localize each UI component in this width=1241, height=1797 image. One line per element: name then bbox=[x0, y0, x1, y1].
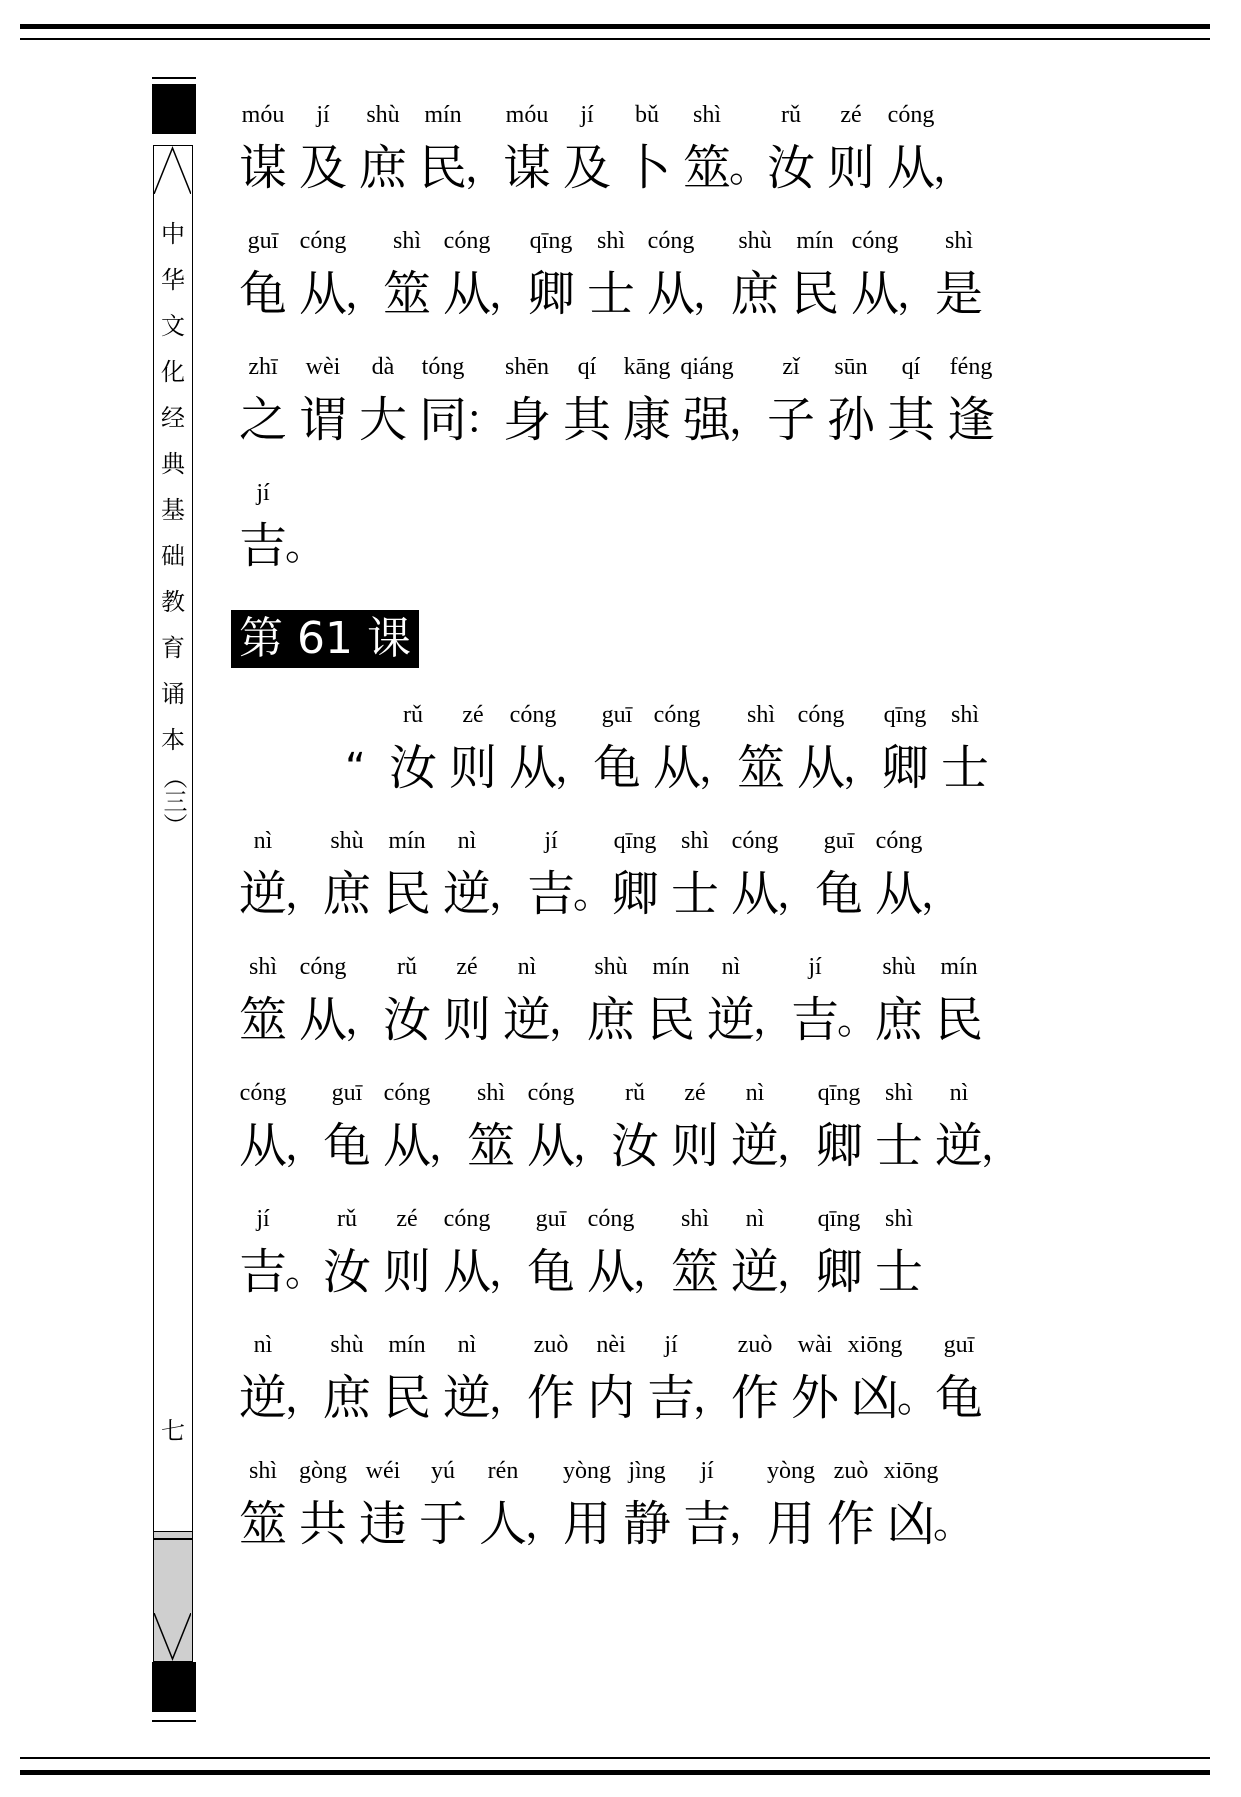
pinyin: zǐ bbox=[782, 354, 800, 380]
hanzi-char: 庶 bbox=[358, 140, 407, 196]
hanzi-char: 从 bbox=[508, 740, 557, 796]
page-number: 七 bbox=[161, 1417, 185, 1445]
text-line bbox=[233, 1204, 1033, 1319]
book-title-char: 中 bbox=[161, 220, 185, 248]
pinyin: guī bbox=[601, 702, 633, 728]
punctuation: ， bbox=[777, 871, 817, 917]
pinyin: sūn bbox=[834, 354, 868, 380]
pinyin: xiōng bbox=[847, 1332, 903, 1358]
pinyin: nì bbox=[457, 1332, 477, 1358]
spine-top-line bbox=[152, 77, 196, 79]
pinyin: nì bbox=[457, 828, 477, 854]
punctuation: ， bbox=[525, 1501, 565, 1547]
pinyin: cóng bbox=[299, 228, 347, 254]
hanzi-char: 同 bbox=[418, 392, 467, 448]
hanzi-char: 卜 bbox=[622, 140, 671, 196]
pinyin: jí bbox=[808, 954, 822, 980]
hanzi-char: 逆 bbox=[442, 1370, 491, 1426]
punctuation: ， bbox=[777, 1123, 817, 1169]
pinyin: shì bbox=[680, 1206, 710, 1232]
punctuation: ， bbox=[345, 271, 385, 317]
hanzi-char: 卿 bbox=[814, 1118, 863, 1174]
pinyin: móu bbox=[241, 102, 285, 128]
pinyin: wèi bbox=[305, 354, 341, 380]
pinyin: shēn bbox=[505, 354, 549, 380]
hanzi-char: 筮 bbox=[238, 992, 287, 1048]
punctuation: ， bbox=[843, 745, 883, 791]
pinyin: qīng bbox=[613, 828, 657, 854]
hanzi-char: 孙 bbox=[826, 392, 875, 448]
pinyin: xiōng bbox=[883, 1458, 939, 1484]
hanzi-char: 则 bbox=[448, 740, 497, 796]
hanzi-char: 龟 bbox=[322, 1118, 371, 1174]
hanzi-char: 筮 bbox=[670, 1244, 719, 1300]
pinyin: nì bbox=[949, 1080, 969, 1106]
pinyin: zuò bbox=[737, 1332, 773, 1358]
hanzi-char: 谓 bbox=[298, 392, 347, 448]
pinyin: bǔ bbox=[635, 102, 659, 128]
hanzi-char: 士 bbox=[670, 866, 719, 922]
pinyin: dà bbox=[371, 354, 395, 380]
pinyin: jí bbox=[256, 1206, 270, 1232]
hanzi-char: 凶 bbox=[850, 1370, 899, 1426]
hanzi-char: 从 bbox=[652, 740, 701, 796]
hanzi-char: 汝 bbox=[322, 1244, 371, 1300]
pinyin: shì bbox=[950, 702, 980, 728]
pinyin: cóng bbox=[851, 228, 899, 254]
hanzi-char: 则 bbox=[670, 1118, 719, 1174]
hanzi-char: 逢 bbox=[946, 392, 995, 448]
punctuation: 。 bbox=[933, 1501, 973, 1547]
pinyin: mín bbox=[940, 954, 978, 980]
hanzi-char: 士 bbox=[874, 1118, 923, 1174]
hanzi-char: 筮 bbox=[238, 1496, 287, 1552]
text-line bbox=[233, 1078, 1033, 1193]
hanzi-char: 筮 bbox=[382, 266, 431, 322]
pinyin: nì bbox=[253, 1332, 273, 1358]
pinyin: zé bbox=[456, 954, 478, 980]
pinyin: zé bbox=[462, 702, 484, 728]
hanzi-char: 从 bbox=[874, 866, 923, 922]
punctuation: ， bbox=[555, 745, 595, 791]
pinyin: qí bbox=[577, 354, 597, 380]
pinyin: jí bbox=[544, 828, 558, 854]
book-title-char: 华 bbox=[161, 266, 185, 294]
hanzi-char: 吉 bbox=[526, 866, 575, 922]
hanzi-char: 于 bbox=[418, 1496, 467, 1552]
pinyin: féng bbox=[949, 354, 993, 380]
punctuation: 。 bbox=[837, 997, 877, 1043]
hanzi-char: 及 bbox=[298, 140, 347, 196]
hanzi-char: 筮 bbox=[736, 740, 785, 796]
punctuation: “ bbox=[345, 745, 366, 791]
pinyin: rǔ bbox=[403, 702, 423, 728]
hanzi-char: 从 bbox=[298, 266, 347, 322]
lesson-heading: 第 61 课 bbox=[231, 610, 419, 668]
hanzi-char: 逆 bbox=[442, 866, 491, 922]
pinyin: wéi bbox=[365, 1458, 401, 1484]
pinyin: guī bbox=[943, 1332, 975, 1358]
punctuation: ， bbox=[465, 145, 505, 191]
pinyin: zé bbox=[840, 102, 862, 128]
pinyin: jí bbox=[316, 102, 330, 128]
hanzi-char: 是 bbox=[934, 266, 983, 322]
hanzi-char: 龟 bbox=[526, 1244, 575, 1300]
chevron-down-icon bbox=[154, 1613, 191, 1661]
book-title bbox=[154, 211, 192, 837]
pinyin: nì bbox=[745, 1080, 765, 1106]
pinyin: shù bbox=[882, 954, 916, 980]
punctuation: ， bbox=[693, 271, 733, 317]
punctuation: ， bbox=[693, 1375, 733, 1421]
pinyin: cóng bbox=[587, 1206, 635, 1232]
hanzi-char: 强 bbox=[682, 392, 731, 448]
punctuation: ， bbox=[285, 1123, 325, 1169]
hanzi-char: 民 bbox=[418, 140, 467, 196]
book-title-char: 典 bbox=[161, 450, 185, 478]
pinyin: jí bbox=[256, 480, 270, 506]
hanzi-char: 之 bbox=[238, 392, 287, 448]
pinyin: cóng bbox=[239, 1080, 287, 1106]
hanzi-char: 庶 bbox=[730, 266, 779, 322]
pinyin: zé bbox=[396, 1206, 418, 1232]
punctuation: ， bbox=[777, 1249, 817, 1295]
pinyin: rǔ bbox=[337, 1206, 357, 1232]
punctuation: ， bbox=[633, 1249, 673, 1295]
hanzi-char: 庶 bbox=[874, 992, 923, 1048]
hanzi-char: 汝 bbox=[388, 740, 437, 796]
hanzi-char: 从 bbox=[796, 740, 845, 796]
book-title-char: 础 bbox=[161, 542, 185, 570]
hanzi-char: 其 bbox=[562, 392, 611, 448]
book-title-char: 文 bbox=[161, 312, 185, 340]
punctuation: ， bbox=[549, 997, 589, 1043]
pinyin: rǔ bbox=[397, 954, 417, 980]
pinyin: nì bbox=[721, 954, 741, 980]
hanzi-char: 从 bbox=[886, 140, 935, 196]
hanzi-char: 从 bbox=[586, 1244, 635, 1300]
punctuation: ， bbox=[489, 871, 529, 917]
pinyin: cóng bbox=[443, 228, 491, 254]
hanzi-char: 吉 bbox=[682, 1496, 731, 1552]
pinyin: mín bbox=[424, 102, 462, 128]
text-line bbox=[233, 226, 1033, 341]
text-line bbox=[233, 1456, 1033, 1571]
pinyin: guī bbox=[535, 1206, 567, 1232]
pinyin: guī bbox=[823, 828, 855, 854]
pinyin: cóng bbox=[647, 228, 695, 254]
punctuation: ， bbox=[921, 871, 961, 917]
pinyin: cóng bbox=[887, 102, 935, 128]
punctuation: 。 bbox=[897, 1375, 937, 1421]
hanzi-char: 则 bbox=[826, 140, 875, 196]
pinyin: shì bbox=[944, 228, 974, 254]
hanzi-char: 民 bbox=[790, 266, 839, 322]
pinyin: cóng bbox=[731, 828, 779, 854]
hanzi-char: 逆 bbox=[706, 992, 755, 1048]
punctuation: 。 bbox=[573, 871, 613, 917]
hanzi-char: 卿 bbox=[610, 866, 659, 922]
hanzi-char: 卿 bbox=[880, 740, 929, 796]
top-border-thin bbox=[20, 38, 1210, 40]
text-line bbox=[233, 700, 1033, 815]
hanzi-char: 庶 bbox=[586, 992, 635, 1048]
hanzi-char: 子 bbox=[766, 392, 815, 448]
pinyin: cóng bbox=[653, 702, 701, 728]
hanzi-char: 卿 bbox=[814, 1244, 863, 1300]
hanzi-char: 龟 bbox=[814, 866, 863, 922]
hanzi-char: 吉 bbox=[790, 992, 839, 1048]
hanzi-char: 逆 bbox=[730, 1118, 779, 1174]
punctuation: ， bbox=[285, 871, 325, 917]
punctuation: ， bbox=[429, 1123, 469, 1169]
hanzi-char: 逆 bbox=[238, 1370, 287, 1426]
pinyin: nèi bbox=[596, 1332, 626, 1358]
punctuation: ， bbox=[729, 397, 769, 443]
text-line bbox=[233, 100, 1033, 215]
pinyin: shù bbox=[738, 228, 772, 254]
hanzi-char: 违 bbox=[358, 1496, 407, 1552]
pinyin: shù bbox=[594, 954, 628, 980]
book-spine bbox=[153, 145, 193, 1662]
hanzi-char: 用 bbox=[562, 1496, 611, 1552]
hanzi-char: 内 bbox=[586, 1370, 635, 1426]
pinyin: móu bbox=[505, 102, 549, 128]
pinyin: mín bbox=[796, 228, 834, 254]
hanzi-char: 民 bbox=[646, 992, 695, 1048]
hanzi-char: 龟 bbox=[934, 1370, 983, 1426]
pinyin: shì bbox=[392, 228, 422, 254]
spine-bottom-line bbox=[152, 1720, 196, 1722]
punctuation: ， bbox=[699, 745, 739, 791]
pinyin: tóng bbox=[421, 354, 465, 380]
hanzi-char: 凶 bbox=[886, 1496, 935, 1552]
hanzi-char: 筮 bbox=[682, 140, 731, 196]
hanzi-char: 庶 bbox=[322, 866, 371, 922]
book-title-char: 化 bbox=[161, 358, 185, 386]
hanzi-char: 逆 bbox=[934, 1118, 983, 1174]
hanzi-char: 谋 bbox=[502, 140, 551, 196]
pinyin: qīng bbox=[817, 1080, 861, 1106]
punctuation: ： bbox=[465, 397, 505, 443]
hanzi-char: 士 bbox=[874, 1244, 923, 1300]
punctuation: ， bbox=[489, 271, 529, 317]
pinyin: rén bbox=[487, 1458, 519, 1484]
hanzi-char: 从 bbox=[298, 992, 347, 1048]
pinyin: cóng bbox=[875, 828, 923, 854]
pinyin: shì bbox=[248, 954, 278, 980]
pinyin: zé bbox=[684, 1080, 706, 1106]
book-title-char: 教 bbox=[161, 588, 185, 616]
punctuation: ， bbox=[933, 145, 973, 191]
pinyin: mín bbox=[388, 828, 426, 854]
pinyin: qīng bbox=[817, 1206, 861, 1232]
punctuation: ， bbox=[897, 271, 937, 317]
pinyin: cóng bbox=[383, 1080, 431, 1106]
punctuation: ， bbox=[981, 1123, 1021, 1169]
pinyin: wài bbox=[797, 1332, 833, 1358]
pinyin: qīng bbox=[883, 702, 927, 728]
pinyin: cóng bbox=[509, 702, 557, 728]
pinyin: shì bbox=[884, 1080, 914, 1106]
pinyin: shì bbox=[476, 1080, 506, 1106]
punctuation: ， bbox=[285, 1375, 325, 1421]
hanzi-char: 则 bbox=[382, 1244, 431, 1300]
hanzi-char: 民 bbox=[934, 992, 983, 1048]
pinyin: cóng bbox=[527, 1080, 575, 1106]
hanzi-char: 从 bbox=[442, 1244, 491, 1300]
pinyin: jí bbox=[700, 1458, 714, 1484]
bottom-border-thin bbox=[20, 1757, 1210, 1759]
hanzi-char: 汝 bbox=[766, 140, 815, 196]
pinyin: guī bbox=[247, 228, 279, 254]
pinyin: jí bbox=[580, 102, 594, 128]
hanzi-char: 及 bbox=[562, 140, 611, 196]
pinyin: cóng bbox=[797, 702, 845, 728]
hanzi-char: 吉 bbox=[646, 1370, 695, 1426]
hanzi-char: 逆 bbox=[502, 992, 551, 1048]
text-line bbox=[233, 1330, 1033, 1445]
pinyin: shù bbox=[366, 102, 400, 128]
hanzi-char: 汝 bbox=[610, 1118, 659, 1174]
pinyin: shì bbox=[746, 702, 776, 728]
hanzi-char: 用 bbox=[766, 1496, 815, 1552]
hanzi-char: 大 bbox=[358, 392, 407, 448]
book-title-char: 经 bbox=[161, 404, 185, 432]
hanzi-char: 从 bbox=[646, 266, 695, 322]
pinyin: zuò bbox=[533, 1332, 569, 1358]
pinyin: shì bbox=[596, 228, 626, 254]
text-line bbox=[233, 478, 1033, 593]
hanzi-char: 康 bbox=[622, 392, 671, 448]
hanzi-char: 作 bbox=[826, 1496, 875, 1552]
pinyin: shì bbox=[248, 1458, 278, 1484]
spine-top-block bbox=[152, 84, 196, 134]
hanzi-char: 共 bbox=[298, 1496, 347, 1552]
pinyin: shì bbox=[884, 1206, 914, 1232]
text-line bbox=[233, 826, 1033, 941]
pinyin: qiáng bbox=[680, 354, 734, 380]
hanzi-char: 作 bbox=[526, 1370, 575, 1426]
volume-label: （三） bbox=[159, 765, 187, 837]
hanzi-char: 其 bbox=[886, 392, 935, 448]
spine-bottom-block bbox=[152, 1662, 196, 1712]
text-line bbox=[233, 352, 1033, 467]
text-line bbox=[233, 952, 1033, 1067]
pinyin: cóng bbox=[299, 954, 347, 980]
hanzi-char: 吉 bbox=[238, 518, 287, 574]
pinyin: yòng bbox=[563, 1458, 611, 1484]
pinyin: yú bbox=[431, 1458, 455, 1484]
hanzi-char: 从 bbox=[730, 866, 779, 922]
pinyin: nì bbox=[745, 1206, 765, 1232]
pinyin: qīng bbox=[529, 228, 573, 254]
pinyin: shù bbox=[330, 828, 364, 854]
book-title-char: 育 bbox=[161, 634, 185, 662]
hanzi-char: 身 bbox=[502, 392, 551, 448]
hanzi-char: 庶 bbox=[322, 1370, 371, 1426]
book-title-char: 本 bbox=[161, 726, 185, 754]
hanzi-char: 谋 bbox=[238, 140, 287, 196]
hanzi-char: 民 bbox=[382, 866, 431, 922]
pinyin: jìng bbox=[628, 1458, 666, 1484]
hanzi-char: 从 bbox=[850, 266, 899, 322]
punctuation: ， bbox=[489, 1375, 529, 1421]
hanzi-char: 逆 bbox=[730, 1244, 779, 1300]
hanzi-char: 筮 bbox=[466, 1118, 515, 1174]
pinyin: jí bbox=[664, 1332, 678, 1358]
hanzi-char: 则 bbox=[442, 992, 491, 1048]
pinyin: zuò bbox=[833, 1458, 869, 1484]
pinyin: rǔ bbox=[625, 1080, 645, 1106]
top-border-thick bbox=[20, 24, 1210, 29]
punctuation: 。 bbox=[285, 1249, 325, 1295]
hanzi-char: 士 bbox=[586, 266, 635, 322]
hanzi-char: 吉 bbox=[238, 1244, 287, 1300]
punctuation: 。 bbox=[285, 523, 325, 569]
pinyin: nì bbox=[517, 954, 537, 980]
hanzi-char: 逆 bbox=[238, 866, 287, 922]
punctuation: ， bbox=[345, 997, 385, 1043]
pinyin: kāng bbox=[623, 354, 671, 380]
pinyin: guī bbox=[331, 1080, 363, 1106]
pinyin: yòng bbox=[767, 1458, 815, 1484]
hanzi-char: 民 bbox=[382, 1370, 431, 1426]
hanzi-char: 静 bbox=[622, 1496, 671, 1552]
book-title-char: 诵 bbox=[161, 680, 185, 708]
hanzi-char: 汝 bbox=[382, 992, 431, 1048]
chevron-up-icon bbox=[154, 146, 191, 194]
hanzi-char: 龟 bbox=[238, 266, 287, 322]
hanzi-char: 从 bbox=[382, 1118, 431, 1174]
spine-gray-section bbox=[154, 1531, 192, 1661]
hanzi-char: 从 bbox=[526, 1118, 575, 1174]
pinyin: rǔ bbox=[781, 102, 801, 128]
pinyin: zhī bbox=[248, 354, 278, 380]
pinyin: nì bbox=[253, 828, 273, 854]
hanzi-char: 从 bbox=[238, 1118, 287, 1174]
pinyin: mín bbox=[388, 1332, 426, 1358]
hanzi-char: 作 bbox=[730, 1370, 779, 1426]
punctuation: ， bbox=[753, 997, 793, 1043]
hanzi-char: 士 bbox=[940, 740, 989, 796]
pinyin: qí bbox=[901, 354, 921, 380]
hanzi-char: 人 bbox=[478, 1496, 527, 1552]
hanzi-char: 龟 bbox=[592, 740, 641, 796]
pinyin: gòng bbox=[299, 1458, 347, 1484]
hanzi-char: 外 bbox=[790, 1370, 839, 1426]
punctuation: 。 bbox=[729, 145, 769, 191]
pinyin: shì bbox=[680, 828, 710, 854]
pinyin: shù bbox=[330, 1332, 364, 1358]
punctuation: ， bbox=[573, 1123, 613, 1169]
pinyin: mín bbox=[652, 954, 690, 980]
book-title-char: 基 bbox=[161, 496, 185, 524]
pinyin: cóng bbox=[443, 1206, 491, 1232]
bottom-border-thick bbox=[20, 1770, 1210, 1775]
punctuation: ， bbox=[489, 1249, 529, 1295]
hanzi-char: 从 bbox=[442, 266, 491, 322]
pinyin: shì bbox=[692, 102, 722, 128]
hanzi-char: 卿 bbox=[526, 266, 575, 322]
punctuation: ， bbox=[729, 1501, 769, 1547]
